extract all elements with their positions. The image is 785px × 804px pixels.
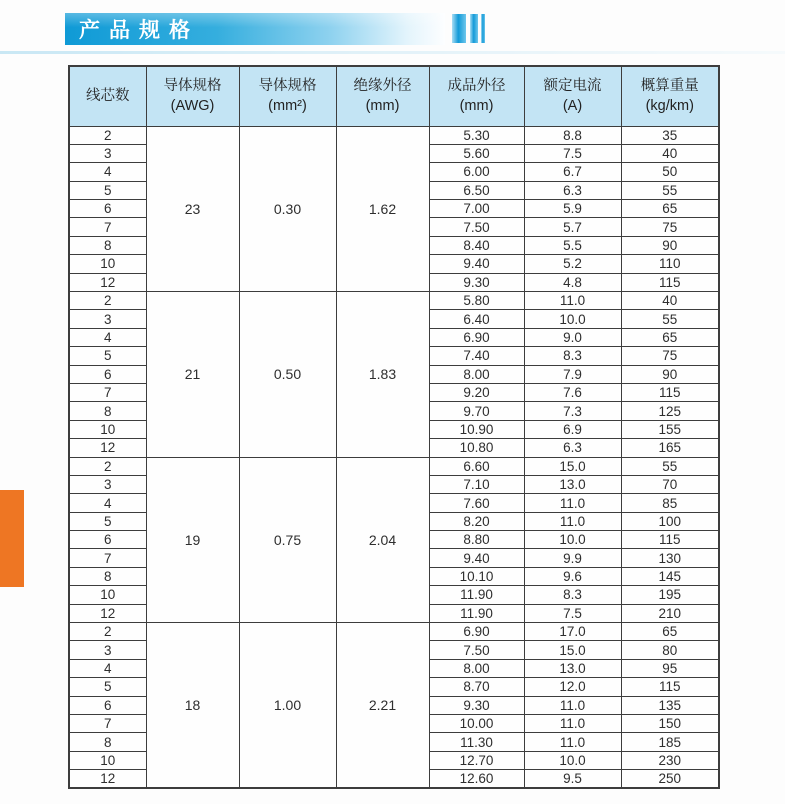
cell-finished-od: 9.70 (429, 402, 524, 420)
cell-current: 8.3 (524, 347, 621, 365)
cell-current: 15.0 (524, 641, 621, 659)
cell-weight: 250 (621, 770, 719, 788)
column-header: 绝缘外径 (mm) (336, 66, 429, 126)
cell-finished-od: 7.50 (429, 218, 524, 236)
table-row (69, 126, 719, 144)
cell-cores: 8 (69, 567, 146, 585)
cell-finished-od: 8.80 (429, 531, 524, 549)
cell-current: 8.3 (524, 586, 621, 604)
column-header: 额定电流 (A) (524, 66, 621, 126)
cell-weight: 165 (621, 439, 719, 457)
cell-finished-od: 10.90 (429, 420, 524, 438)
cell-finished-od: 9.20 (429, 383, 524, 401)
cell-finished-od: 8.00 (429, 365, 524, 383)
cell-cores: 6 (69, 365, 146, 383)
cell-cores: 2 (69, 292, 146, 310)
cell-finished-od: 11.90 (429, 586, 524, 604)
cell-finished-od: 5.80 (429, 292, 524, 310)
title-divider (0, 51, 785, 54)
cell-cores: 5 (69, 512, 146, 530)
cell-weight: 185 (621, 733, 719, 751)
cell-cores: 5 (69, 347, 146, 365)
accent-bar-icon (481, 14, 485, 43)
cell-finished-od: 11.90 (429, 604, 524, 622)
cell-mm2: 1.00 (239, 623, 336, 789)
cell-cores: 7 (69, 383, 146, 401)
cell-mm2: 0.75 (239, 457, 336, 623)
side-accent-tab (0, 490, 24, 587)
cell-mm2: 0.50 (239, 292, 336, 458)
cell-finished-od: 7.10 (429, 475, 524, 493)
cell-current: 6.7 (524, 163, 621, 181)
cell-weight: 130 (621, 549, 719, 567)
column-header: 成品外径 (mm) (429, 66, 524, 126)
cell-awg: 21 (146, 292, 239, 458)
cell-current: 13.0 (524, 475, 621, 493)
spec-table-header (69, 66, 719, 126)
cell-finished-od: 9.30 (429, 273, 524, 291)
cell-cores: 10 (69, 255, 146, 273)
cell-weight: 40 (621, 144, 719, 162)
cell-finished-od: 7.50 (429, 641, 524, 659)
cell-weight: 70 (621, 475, 719, 493)
cell-cores: 2 (69, 457, 146, 475)
cell-current: 7.6 (524, 383, 621, 401)
cell-current: 11.0 (524, 696, 621, 714)
cell-finished-od: 6.90 (429, 328, 524, 346)
cell-current: 9.5 (524, 770, 621, 788)
cell-weight: 65 (621, 200, 719, 218)
cell-weight: 230 (621, 751, 719, 769)
cell-finished-od: 9.40 (429, 255, 524, 273)
cell-weight: 75 (621, 347, 719, 365)
cell-weight: 85 (621, 494, 719, 512)
header-row (69, 66, 719, 126)
cell-cores: 12 (69, 604, 146, 622)
cell-current: 5.2 (524, 255, 621, 273)
cell-current: 6.3 (524, 181, 621, 199)
cell-current: 7.5 (524, 604, 621, 622)
cell-cores: 3 (69, 310, 146, 328)
cell-cores: 3 (69, 641, 146, 659)
cell-finished-od: 6.90 (429, 623, 524, 641)
cell-current: 17.0 (524, 623, 621, 641)
table-row (69, 623, 719, 641)
cell-current: 11.0 (524, 512, 621, 530)
cell-weight: 50 (621, 163, 719, 181)
cell-cores: 6 (69, 531, 146, 549)
cell-weight: 100 (621, 512, 719, 530)
cell-insulation-od: 2.21 (336, 623, 429, 789)
cell-cores: 6 (69, 200, 146, 218)
cell-finished-od: 8.70 (429, 678, 524, 696)
section-title-bar (65, 13, 445, 45)
cell-cores: 10 (69, 420, 146, 438)
column-header: 概算重量 (kg/km) (621, 66, 719, 126)
cell-finished-od: 9.30 (429, 696, 524, 714)
cell-weight: 65 (621, 623, 719, 641)
cell-cores: 12 (69, 770, 146, 788)
cell-finished-od: 12.70 (429, 751, 524, 769)
cell-awg: 23 (146, 126, 239, 292)
cell-cores: 2 (69, 623, 146, 641)
cell-finished-od: 6.60 (429, 457, 524, 475)
cell-weight: 80 (621, 641, 719, 659)
cell-current: 10.0 (524, 531, 621, 549)
cell-insulation-od: 1.83 (336, 292, 429, 458)
cell-finished-od: 7.40 (429, 347, 524, 365)
cell-cores: 7 (69, 218, 146, 236)
cell-finished-od: 7.60 (429, 494, 524, 512)
column-header: 导体规格 (mm²) (239, 66, 336, 126)
cell-current: 5.7 (524, 218, 621, 236)
cell-weight: 155 (621, 420, 719, 438)
cell-weight: 110 (621, 255, 719, 273)
cell-finished-od: 5.60 (429, 144, 524, 162)
cell-weight: 115 (621, 531, 719, 549)
cell-weight: 65 (621, 328, 719, 346)
table-row (69, 292, 719, 310)
cell-current: 6.3 (524, 439, 621, 457)
cell-finished-od: 7.00 (429, 200, 524, 218)
cell-finished-od: 12.60 (429, 770, 524, 788)
cell-weight: 55 (621, 457, 719, 475)
accent-bar-icon (470, 14, 478, 43)
cell-cores: 10 (69, 751, 146, 769)
cell-cores: 5 (69, 181, 146, 199)
cell-current: 8.8 (524, 126, 621, 144)
cell-finished-od: 10.00 (429, 715, 524, 733)
cell-weight: 55 (621, 181, 719, 199)
cell-current: 15.0 (524, 457, 621, 475)
accent-bar-icon (452, 14, 466, 43)
cell-awg: 18 (146, 623, 239, 789)
cell-mm2: 0.30 (239, 126, 336, 292)
cell-weight: 115 (621, 678, 719, 696)
cell-cores: 12 (69, 439, 146, 457)
cell-finished-od: 10.80 (429, 439, 524, 457)
cell-finished-od: 5.30 (429, 126, 524, 144)
cell-finished-od: 8.20 (429, 512, 524, 530)
cell-weight: 115 (621, 383, 719, 401)
cell-weight: 40 (621, 292, 719, 310)
spec-table-body (69, 126, 719, 788)
cell-weight: 135 (621, 696, 719, 714)
cell-finished-od: 9.40 (429, 549, 524, 567)
cell-weight: 95 (621, 659, 719, 677)
cell-cores: 3 (69, 144, 146, 162)
cell-finished-od: 11.30 (429, 733, 524, 751)
cell-weight: 35 (621, 126, 719, 144)
cell-weight: 125 (621, 402, 719, 420)
cell-cores: 3 (69, 475, 146, 493)
cell-cores: 8 (69, 236, 146, 254)
cell-current: 10.0 (524, 751, 621, 769)
cell-weight: 75 (621, 218, 719, 236)
cell-cores: 7 (69, 715, 146, 733)
cell-cores: 8 (69, 402, 146, 420)
cell-cores: 4 (69, 659, 146, 677)
cell-weight: 150 (621, 715, 719, 733)
cell-weight: 90 (621, 365, 719, 383)
cell-weight: 195 (621, 586, 719, 604)
cell-cores: 4 (69, 163, 146, 181)
cell-cores: 6 (69, 696, 146, 714)
cell-insulation-od: 1.62 (336, 126, 429, 292)
column-header: 线芯数 (69, 66, 146, 126)
spec-table (68, 65, 720, 789)
cell-cores: 8 (69, 733, 146, 751)
cell-weight: 115 (621, 273, 719, 291)
page-title: 产品规格 (79, 19, 199, 42)
cell-cores: 7 (69, 549, 146, 567)
cell-cores: 4 (69, 328, 146, 346)
cell-current: 11.0 (524, 292, 621, 310)
table-row (69, 457, 719, 475)
cell-current: 7.9 (524, 365, 621, 383)
cell-cores: 10 (69, 586, 146, 604)
cell-current: 5.5 (524, 236, 621, 254)
cell-current: 7.5 (524, 144, 621, 162)
title-accent-bars-icon (452, 14, 485, 43)
cell-current: 5.9 (524, 200, 621, 218)
cell-current: 11.0 (524, 733, 621, 751)
cell-current: 11.0 (524, 494, 621, 512)
cell-current: 4.8 (524, 273, 621, 291)
cell-finished-od: 6.40 (429, 310, 524, 328)
cell-current: 10.0 (524, 310, 621, 328)
cell-cores: 12 (69, 273, 146, 291)
cell-insulation-od: 2.04 (336, 457, 429, 623)
cell-finished-od: 8.00 (429, 659, 524, 677)
cell-current: 6.9 (524, 420, 621, 438)
cell-finished-od: 10.10 (429, 567, 524, 585)
cell-current: 12.0 (524, 678, 621, 696)
cell-current: 7.3 (524, 402, 621, 420)
cell-finished-od: 6.50 (429, 181, 524, 199)
cell-current: 13.0 (524, 659, 621, 677)
cell-weight: 210 (621, 604, 719, 622)
cell-finished-od: 8.40 (429, 236, 524, 254)
cell-current: 9.6 (524, 567, 621, 585)
column-header: 导体规格 (AWG) (146, 66, 239, 126)
cell-cores: 4 (69, 494, 146, 512)
cell-weight: 90 (621, 236, 719, 254)
cell-cores: 2 (69, 126, 146, 144)
cell-cores: 5 (69, 678, 146, 696)
cell-current: 11.0 (524, 715, 621, 733)
cell-weight: 145 (621, 567, 719, 585)
cell-finished-od: 6.00 (429, 163, 524, 181)
cell-current: 9.0 (524, 328, 621, 346)
cell-current: 9.9 (524, 549, 621, 567)
cell-awg: 19 (146, 457, 239, 623)
cell-weight: 55 (621, 310, 719, 328)
